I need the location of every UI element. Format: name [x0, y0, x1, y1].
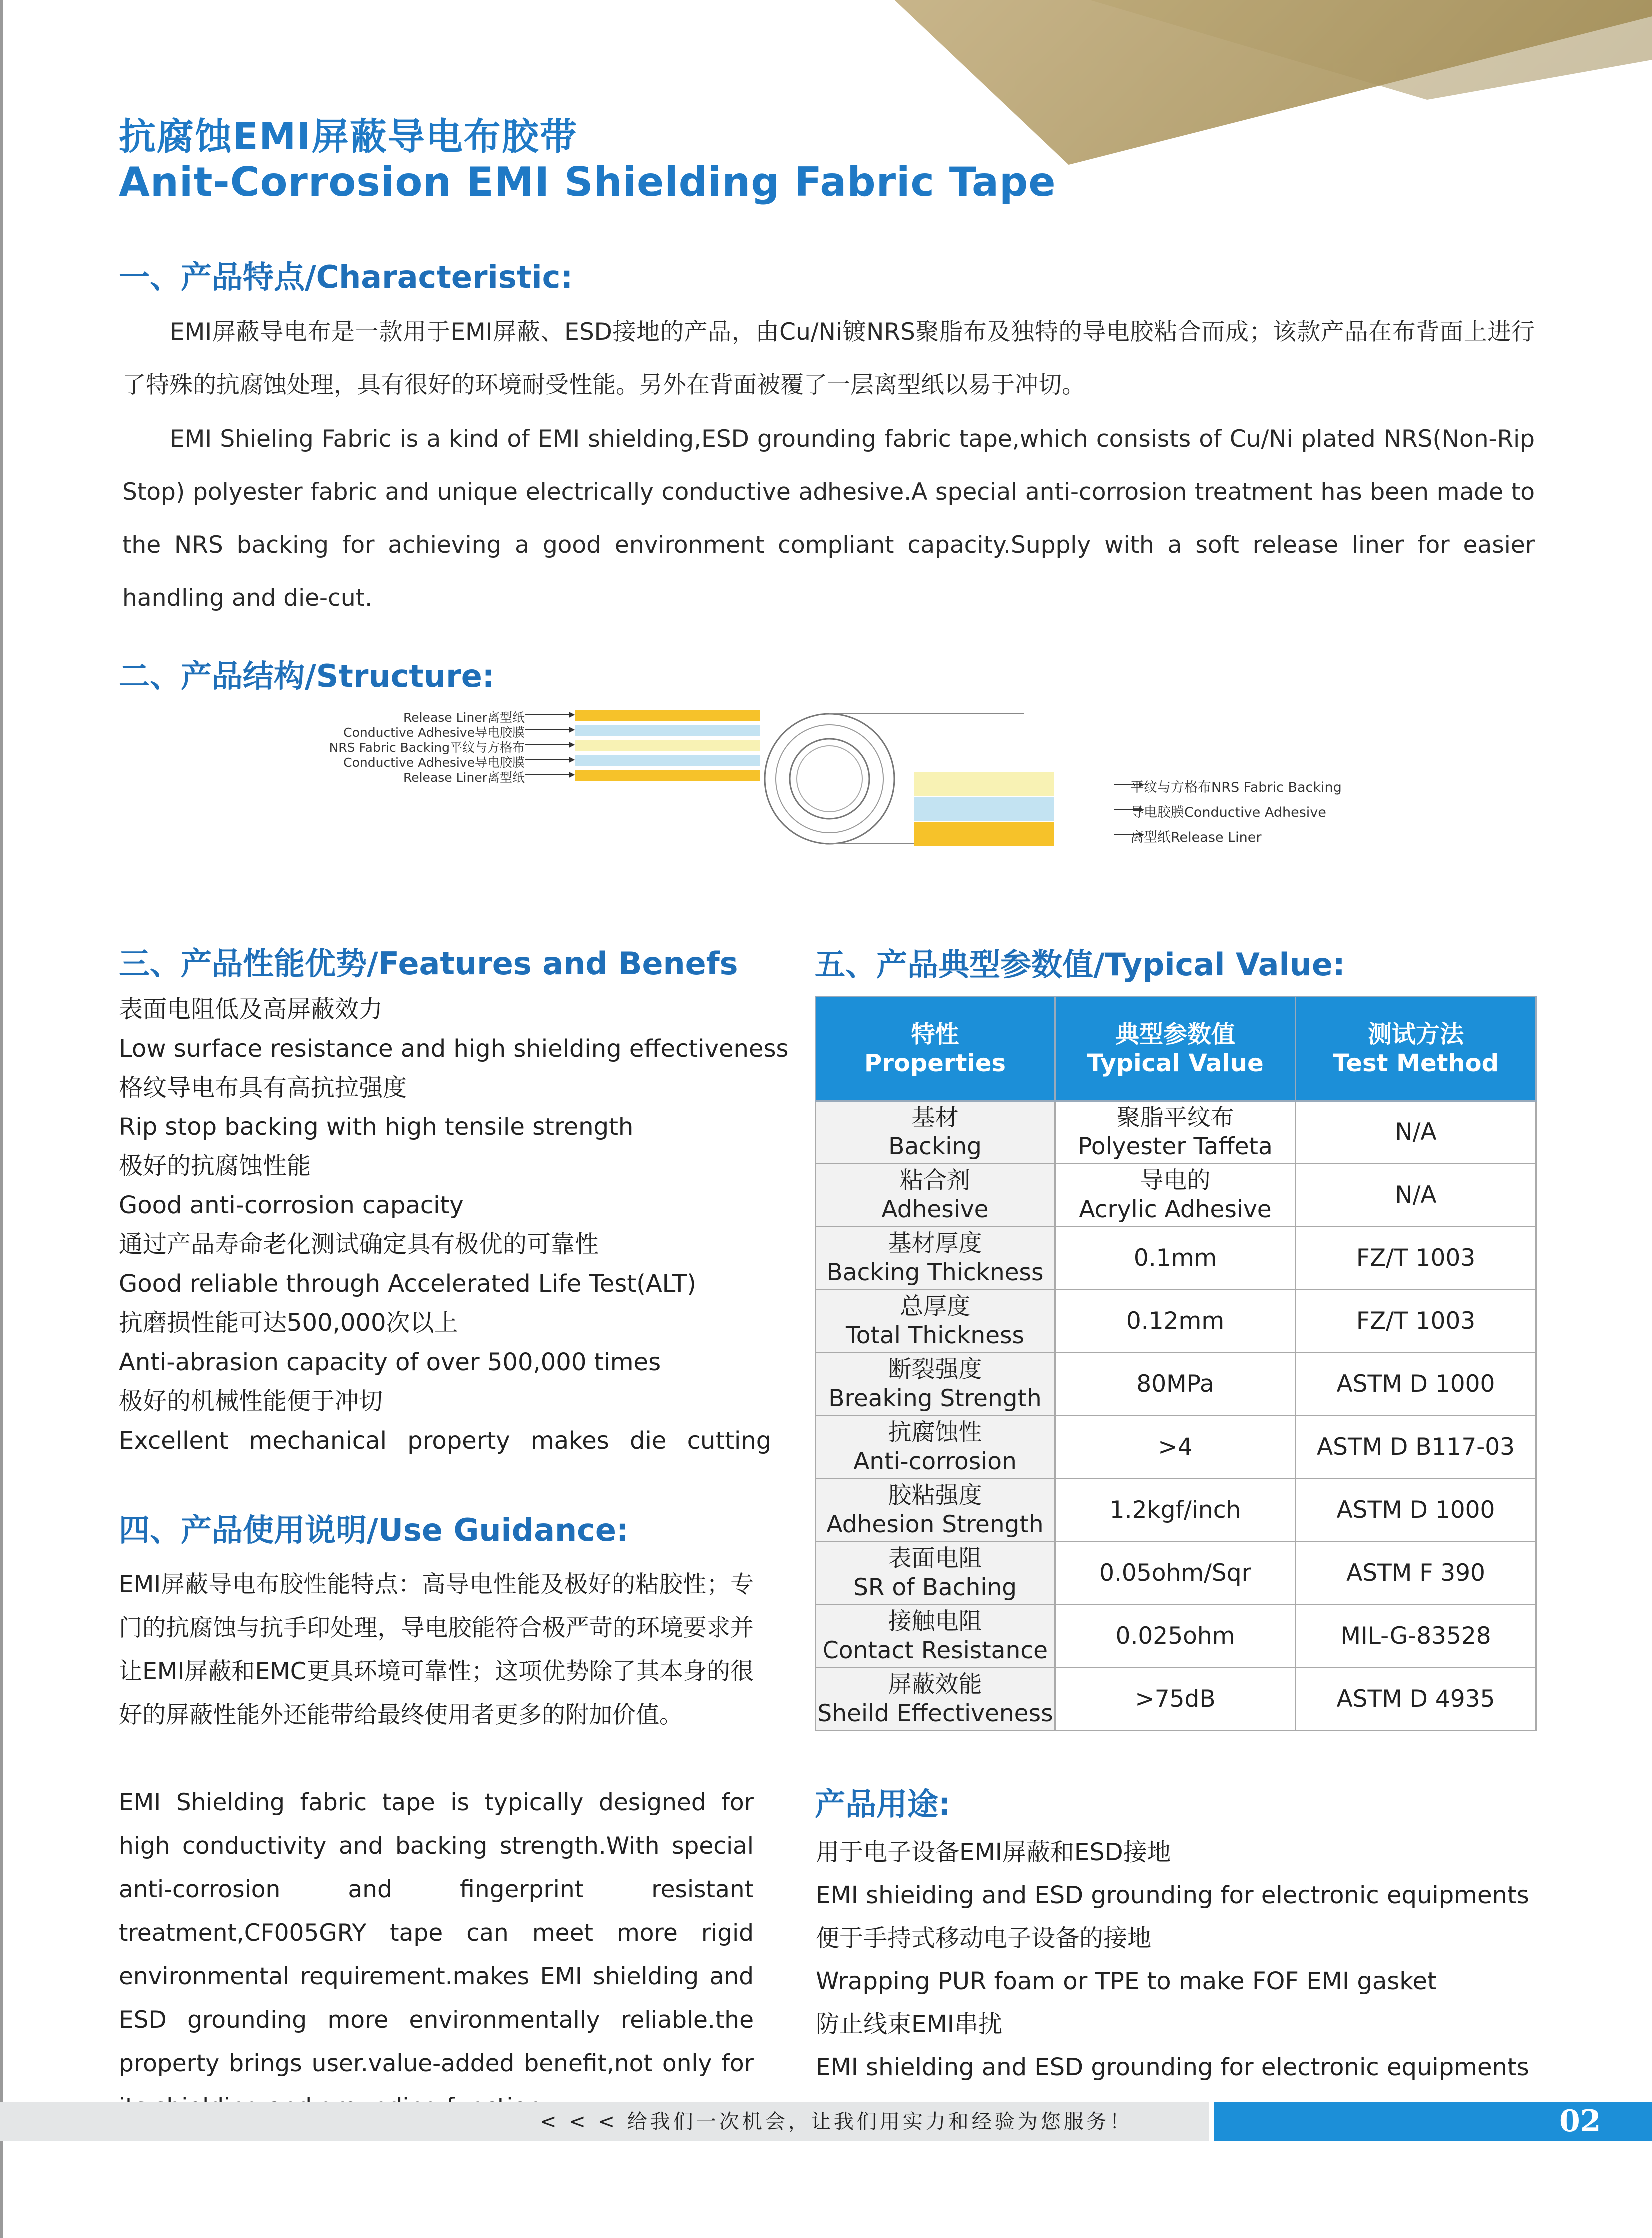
method-cell: N/A [1296, 1164, 1536, 1227]
structure-heading: 二、产品结构/Structure: [119, 658, 495, 694]
feature-line: 抗磨损性能可达500,000次以上 [119, 1309, 458, 1337]
table-row [816, 1227, 1536, 1290]
use-line: EMI shieiding and ESD grounding for electronic equipments [816, 1881, 1529, 1909]
property-cell: 接触电阻 Contact Resistance [816, 1605, 1055, 1668]
feature-line: Low surface resistance and high shielding effectiveness [119, 1034, 789, 1063]
feature-line: 表面电阻低及高屏蔽效力 [119, 995, 383, 1023]
title-en: Anit-Corrosion EMI Shielding Fabric Tape [119, 159, 1056, 205]
property-cell: 粘合剂 Adhesive [816, 1164, 1055, 1227]
typical-value-table [815, 996, 1537, 1731]
feature-line: 极好的机械性能便于冲切 [119, 1387, 383, 1415]
features-heading: 三、产品性能优势/Features and Benefs [119, 945, 738, 982]
table-row [816, 1605, 1536, 1668]
uses-heading: 产品用途: [815, 1786, 951, 1822]
structure-right-label: 离型纸Release Liner [1130, 830, 1262, 845]
feature-line: 格纹导电布具有高抗拉强度 [119, 1074, 407, 1102]
method-cell: FZ/T 1003 [1296, 1290, 1536, 1353]
table-row [816, 1668, 1536, 1731]
value-cell: >75dB [1055, 1668, 1296, 1731]
use-line: Wrapping PUR foam or TPE to make FOF EMI gasket [816, 1967, 1437, 1995]
structure-left-label: Release Liner离型纸 [403, 710, 525, 725]
structure-left-label: Conductive Adhesive导电胶膜 [343, 725, 525, 740]
structure-right-label: 导电胶膜Conductive Adhesive [1130, 805, 1326, 820]
structure-left-label: NRS Fabric Backing平纹与方格布 [329, 740, 525, 755]
footer-slogan: < < < 给我们一次机会，让我们用实力和经验为您服务！ [540, 2110, 1133, 2133]
title-cn: 抗腐蚀EMI屏蔽导电布胶带 [119, 115, 578, 158]
characteristic-heading: 一、产品特点/Characteristic: [119, 259, 573, 295]
method-cell: ASTM D 1000 [1296, 1353, 1536, 1416]
structure-right-label: 平纹与方格布NRS Fabric Backing [1130, 780, 1342, 795]
feature-line: 通过产品寿命老化测试确定具有极优的可靠性 [119, 1230, 599, 1258]
value-cell: 导电的 Acrylic Adhesive [1055, 1164, 1296, 1227]
header-test-method: 测试方法 Test Method [1296, 997, 1536, 1101]
structure-left-label: Release Liner离型纸 [403, 770, 525, 785]
guidance-en-paragraph: EMI Shielding fabric tape is typically designed for high conductivity and backing strength.With special anti-corrosion and fingerprint resistant treatment,CF005GRY tape can meet more rigid environmental requirement.makes EMI shielding and ESD grounding more environmentally reliable.the property brings user.value-added benefit,not only for [119, 1789, 754, 2077]
guidance-cn-paragraph: EMI屏蔽导电布胶性能特点：高导电性能及极好的粘胶性；专门的抗腐蚀与抗手印处理，导电胶能符合极严苛的环境要求并让EMI屏蔽和EMC更具环境可靠性；这项优势除了其本身的很好的屏蔽性能外还能带给最终使用者更多的附加价值。 [119, 1571, 754, 1729]
characteristic-cn-paragraph: EMI屏蔽导电布是一款用于EMI屏蔽、ESD接地的产品，由Cu/Ni镀NRS聚脂布及独特的导电胶粘合而成；该款产品在布背面上进行了特殊的抗腐蚀处理，具有很好的环境耐受性能。另外在背面被覆了一层离型纸以易于冲切。 [122, 318, 1535, 399]
table-row [816, 1479, 1536, 1542]
method-cell: FZ/T 1003 [1296, 1227, 1536, 1290]
table-row [816, 1164, 1536, 1227]
typical-heading: 五、产品典型参数值/Typical Value: [815, 946, 1345, 983]
method-cell: ASTM F 390 [1296, 1542, 1536, 1605]
page-number: 02 [1559, 2104, 1601, 2139]
uses-list [816, 1831, 1540, 2089]
property-cell: 断裂强度 Breaking Strength [816, 1353, 1055, 1416]
property-cell: 抗腐蚀性 Anti-corrosion [816, 1416, 1055, 1479]
method-cell: MIL-G-83528 [1296, 1605, 1536, 1668]
feature-line: Anti-abrasion capacity of over 500,000 times [119, 1348, 661, 1376]
value-cell: 0.12mm [1055, 1290, 1296, 1353]
use-line: 防止线束EMI串扰 [816, 2010, 1002, 2038]
guidance-heading: 四、产品使用说明/Use Guidance: [119, 1512, 629, 1548]
table-header-row [816, 997, 1536, 1101]
property-cell: 胶粘强度 Adhesion Strength [816, 1479, 1055, 1542]
use-line: 便于手持式移动电子设备的接地 [816, 1924, 1152, 1952]
value-cell: 0.025ohm [1055, 1605, 1296, 1668]
method-cell: ASTM D 4935 [1296, 1668, 1536, 1731]
feature-line: Rip stop backing with high tensile strength [119, 1113, 634, 1141]
value-cell: >4 [1055, 1416, 1296, 1479]
table-row [816, 1416, 1536, 1479]
value-cell: 0.05ohm/Sqr [1055, 1542, 1296, 1605]
header-typical-value: 典型参数值 Typical Value [1055, 997, 1296, 1101]
use-line: EMI shielding and ESD grounding for electronic equipments [816, 2053, 1529, 2081]
table-row [816, 1290, 1536, 1353]
use-line: 用于电子设备EMI屏蔽和ESD接地 [816, 1838, 1171, 1866]
value-cell: 1.2kgf/inch [1055, 1479, 1296, 1542]
value-cell: 聚脂平纹布 Polyester Taffeta [1055, 1101, 1296, 1164]
method-cell: N/A [1296, 1101, 1536, 1164]
structure-left-label: Conductive Adhesive导电胶膜 [343, 755, 525, 770]
feature-line: Good reliable through Accelerated Life Test(ALT) [119, 1269, 696, 1298]
page-edge-rule [0, 0, 3, 2238]
header-properties: 特性 Properties [816, 997, 1055, 1101]
feature-line: Excellent mechanical property makes die cutting [119, 1426, 772, 1455]
characteristic-en-paragraph: EMI Shieling Fabric is a kind of EMI shielding,ESD grounding fabric tape,which consists of Cu/Ni plated NRS(Non-Rip Stop) polyester fabric and unique electrically conductive adhesive.A special anti-corrosion treatment has been made to the NRS backing for achieving a good environment compliant capacity.Supply with a soft release liner for easier handling and die-cut. [122, 425, 1535, 612]
table-row [816, 1542, 1536, 1605]
method-cell: ASTM D 1000 [1296, 1479, 1536, 1542]
feature-line: Good anti-corrosion capacity [119, 1191, 464, 1219]
value-cell: 0.1mm [1055, 1227, 1296, 1290]
table-row [816, 1101, 1536, 1164]
table-row [816, 1353, 1536, 1416]
feature-line: 极好的抗腐蚀性能 [119, 1152, 311, 1180]
value-cell: 80MPa [1055, 1353, 1296, 1416]
property-cell: 基材 Backing [816, 1101, 1055, 1164]
tape-roll-drawing [525, 704, 1054, 854]
property-cell: 基材厚度 Backing Thickness [816, 1227, 1055, 1290]
method-cell: ASTM D B117-03 [1296, 1416, 1536, 1479]
property-cell: 总厚度 Total Thickness [816, 1290, 1055, 1353]
features-list [119, 990, 789, 1460]
property-cell: 表面电阻 SR of Baching [816, 1542, 1055, 1605]
property-cell: 屏蔽效能 Sheild Effectiveness [816, 1668, 1055, 1731]
